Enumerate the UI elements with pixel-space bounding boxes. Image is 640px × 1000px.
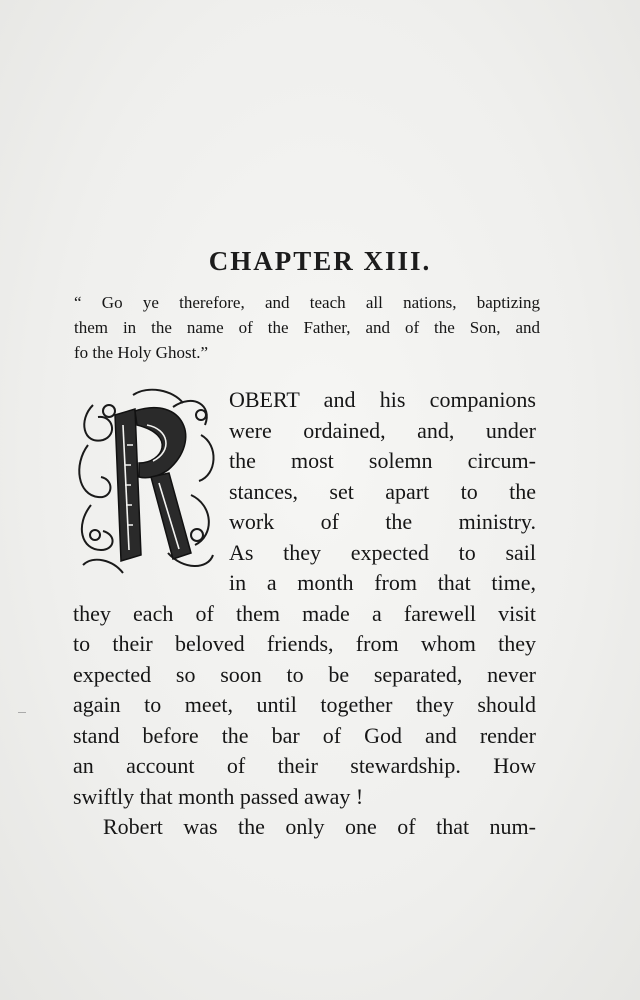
text-line: to their beloved friends, from whom they	[73, 631, 536, 656]
text-line: work of the ministry.	[229, 509, 536, 534]
epigraph-line: fo the Holy Ghost.”	[74, 343, 209, 362]
text-line: As they expected to sail	[229, 539, 536, 565]
epigraph-line: them in the name of the Father, and of the Son, and	[74, 318, 540, 337]
text-line: stances, set apart to the	[229, 478, 536, 504]
text-line: OBERT and his companions	[229, 387, 536, 412]
text-line: they each of them made a farewell visit	[73, 600, 536, 626]
text-line: were ordained, and, under	[229, 417, 536, 443]
text-line: an account of their stewardship. How	[73, 753, 536, 778]
paragraph-2	[73, 599, 536, 813]
text-line: in a month from that time,	[229, 570, 536, 595]
epigraph	[74, 290, 540, 365]
text-line: stand before the bar of God and render	[73, 722, 536, 748]
ornamental-dropcap-r	[73, 385, 223, 577]
paragraph-3	[73, 812, 536, 843]
text-line: swiftly that month passed away !	[73, 783, 364, 809]
text-line: expected so soon to be separated, never	[73, 661, 536, 687]
margin-mark	[18, 712, 26, 713]
text-line: again to meet, until together they should	[73, 692, 536, 717]
text-line: Robert was the only one of that num-	[103, 814, 536, 839]
chapter-body	[73, 385, 536, 843]
chapter-heading: CHAPTER XIII.	[208, 246, 432, 276]
epigraph-line: “ Go ye therefore, and teach all nations, baptizing	[74, 293, 540, 312]
text-line: the most solemn circum-	[229, 448, 536, 473]
